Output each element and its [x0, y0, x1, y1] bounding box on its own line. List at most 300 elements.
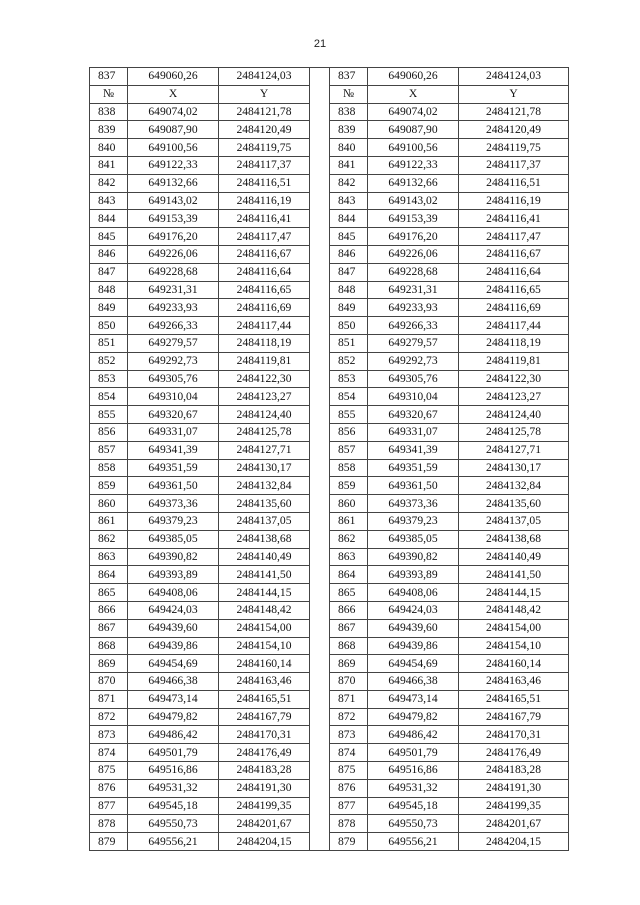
right-y-cell: 2484191,30 [459, 779, 569, 797]
left-x-cell: 649361,50 [128, 477, 219, 495]
column-gap [310, 68, 330, 86]
table-row [90, 495, 569, 513]
left-y-cell: 2484191,30 [219, 779, 310, 797]
column-gap [310, 263, 330, 281]
right-y-cell: 2484141,50 [459, 566, 569, 584]
left-y-cell: 2484117,47 [219, 228, 310, 246]
left-x-cell: 649516,86 [128, 762, 219, 780]
left-y-cell: 2484124,03 [219, 68, 310, 86]
table-row [90, 281, 569, 299]
left-y-cell: 2484199,35 [219, 797, 310, 815]
right-x-cell: 649122,33 [368, 156, 459, 174]
right-header-number: № [330, 85, 368, 103]
left-number-cell: 852 [90, 352, 128, 370]
right-x-cell: 649341,39 [368, 441, 459, 459]
right-x-cell: 649132,66 [368, 174, 459, 192]
right-number-cell: 861 [330, 512, 368, 530]
column-gap [310, 334, 330, 352]
right-number-cell: 851 [330, 334, 368, 352]
right-number-cell: 870 [330, 673, 368, 691]
column-gap [310, 103, 330, 121]
right-x-cell: 649531,32 [368, 779, 459, 797]
right-y-cell: 2484154,10 [459, 637, 569, 655]
right-y-cell: 2484116,41 [459, 210, 569, 228]
table-row [90, 512, 569, 530]
left-x-cell: 649408,06 [128, 584, 219, 602]
left-y-cell: 2484154,10 [219, 637, 310, 655]
column-gap [310, 584, 330, 602]
column-gap [310, 708, 330, 726]
column-gap [310, 174, 330, 192]
table-row [90, 174, 569, 192]
left-number-cell: 861 [90, 512, 128, 530]
right-header-y: Y [459, 85, 569, 103]
left-y-cell: 2484116,19 [219, 192, 310, 210]
column-gap [310, 139, 330, 157]
left-x-cell: 649087,90 [128, 121, 219, 139]
left-y-cell: 2484116,51 [219, 174, 310, 192]
left-number-cell: 851 [90, 334, 128, 352]
left-number-cell: 858 [90, 459, 128, 477]
right-x-cell: 649305,76 [368, 370, 459, 388]
left-x-cell: 649305,76 [128, 370, 219, 388]
column-gap [310, 85, 330, 103]
table-row [90, 245, 569, 263]
left-x-cell: 649479,82 [128, 708, 219, 726]
column-gap [310, 726, 330, 744]
left-number-cell: 870 [90, 673, 128, 691]
column-gap [310, 388, 330, 406]
right-y-cell: 2484116,65 [459, 281, 569, 299]
right-x-cell: 649361,50 [368, 477, 459, 495]
column-gap [310, 779, 330, 797]
right-x-cell: 649439,60 [368, 619, 459, 637]
right-x-cell: 649279,57 [368, 334, 459, 352]
right-y-cell: 2484116,64 [459, 263, 569, 281]
right-number-cell: 853 [330, 370, 368, 388]
left-x-cell: 649385,05 [128, 530, 219, 548]
right-y-cell: 2484127,71 [459, 441, 569, 459]
table-row [90, 673, 569, 691]
left-y-cell: 2484123,27 [219, 388, 310, 406]
table-row [90, 637, 569, 655]
left-x-cell: 649132,66 [128, 174, 219, 192]
right-x-cell: 649228,68 [368, 263, 459, 281]
left-y-cell: 2484124,40 [219, 406, 310, 424]
right-number-cell: 848 [330, 281, 368, 299]
left-y-cell: 2484117,44 [219, 317, 310, 335]
left-y-cell: 2484125,78 [219, 423, 310, 441]
left-x-cell: 649501,79 [128, 744, 219, 762]
right-number-cell: 868 [330, 637, 368, 655]
left-y-cell: 2484116,67 [219, 245, 310, 263]
right-y-cell: 2484165,51 [459, 690, 569, 708]
left-x-cell: 649531,32 [128, 779, 219, 797]
left-x-cell: 649292,73 [128, 352, 219, 370]
right-y-cell: 2484176,49 [459, 744, 569, 762]
right-number-cell: 859 [330, 477, 368, 495]
right-x-cell: 649320,67 [368, 406, 459, 424]
right-x-cell: 649439,86 [368, 637, 459, 655]
right-x-cell: 649501,79 [368, 744, 459, 762]
right-number-cell: 876 [330, 779, 368, 797]
left-x-cell: 649100,56 [128, 139, 219, 157]
column-gap [310, 690, 330, 708]
right-number-cell: 866 [330, 601, 368, 619]
left-x-cell: 649466,38 [128, 673, 219, 691]
right-y-cell: 2484154,00 [459, 619, 569, 637]
right-y-cell: 2484116,51 [459, 174, 569, 192]
left-header-y: Y [219, 85, 310, 103]
right-number-cell: 858 [330, 459, 368, 477]
left-x-cell: 649231,31 [128, 281, 219, 299]
table-row [90, 317, 569, 335]
right-number-cell: 839 [330, 121, 368, 139]
right-y-cell: 2484123,27 [459, 388, 569, 406]
table-row [90, 459, 569, 477]
left-header-number: № [90, 85, 128, 103]
right-number-cell: 837 [330, 68, 368, 86]
left-x-cell: 649226,06 [128, 245, 219, 263]
right-y-cell: 2484117,44 [459, 317, 569, 335]
left-number-cell: 868 [90, 637, 128, 655]
column-gap [310, 192, 330, 210]
left-y-cell: 2484116,65 [219, 281, 310, 299]
column-gap [310, 815, 330, 833]
left-x-cell: 649228,68 [128, 263, 219, 281]
left-y-cell: 2484148,42 [219, 601, 310, 619]
left-y-cell: 2484170,31 [219, 726, 310, 744]
right-y-cell: 2484170,31 [459, 726, 569, 744]
column-gap [310, 512, 330, 530]
left-y-cell: 2484127,71 [219, 441, 310, 459]
right-number-cell: 841 [330, 156, 368, 174]
right-y-cell: 2484117,47 [459, 228, 569, 246]
table-row [90, 584, 569, 602]
right-y-cell: 2484116,69 [459, 299, 569, 317]
table-row [90, 441, 569, 459]
right-x-cell: 649060,26 [368, 68, 459, 86]
left-number-cell: 862 [90, 530, 128, 548]
right-number-cell: 855 [330, 406, 368, 424]
left-y-cell: 2484163,46 [219, 673, 310, 691]
left-number-cell: 854 [90, 388, 128, 406]
right-y-cell: 2484124,40 [459, 406, 569, 424]
column-gap [310, 299, 330, 317]
left-y-cell: 2484116,64 [219, 263, 310, 281]
right-number-cell: 840 [330, 139, 368, 157]
right-y-cell: 2484125,78 [459, 423, 569, 441]
table-header-row [90, 85, 569, 103]
column-gap [310, 228, 330, 246]
right-number-cell: 846 [330, 245, 368, 263]
right-number-cell: 862 [330, 530, 368, 548]
right-x-cell: 649226,06 [368, 245, 459, 263]
column-gap [310, 495, 330, 513]
left-y-cell: 2484140,49 [219, 548, 310, 566]
left-y-cell: 2484176,49 [219, 744, 310, 762]
column-gap [310, 673, 330, 691]
column-gap [310, 744, 330, 762]
right-number-cell: 865 [330, 584, 368, 602]
left-number-cell: 838 [90, 103, 128, 121]
left-number-cell: 846 [90, 245, 128, 263]
table-row [90, 655, 569, 673]
right-y-cell: 2484144,15 [459, 584, 569, 602]
column-gap [310, 762, 330, 780]
right-y-cell: 2484116,19 [459, 192, 569, 210]
right-y-cell: 2484135,60 [459, 495, 569, 513]
left-x-cell: 649176,20 [128, 228, 219, 246]
column-gap [310, 370, 330, 388]
column-gap [310, 566, 330, 584]
table-row [90, 726, 569, 744]
table-row [90, 797, 569, 815]
right-number-cell: 875 [330, 762, 368, 780]
table-row [90, 210, 569, 228]
right-number-cell: 854 [330, 388, 368, 406]
table-row [90, 103, 569, 121]
left-x-cell: 649331,07 [128, 423, 219, 441]
coordinates-table [89, 67, 569, 851]
right-number-cell: 867 [330, 619, 368, 637]
right-x-cell: 649233,93 [368, 299, 459, 317]
right-x-cell: 649545,18 [368, 797, 459, 815]
table-row [90, 370, 569, 388]
table-row [90, 744, 569, 762]
left-y-cell: 2484154,00 [219, 619, 310, 637]
left-number-cell: 856 [90, 423, 128, 441]
column-gap [310, 406, 330, 424]
right-number-cell: 869 [330, 655, 368, 673]
right-number-cell: 873 [330, 726, 368, 744]
left-y-cell: 2484204,15 [219, 833, 310, 851]
right-x-cell: 649390,82 [368, 548, 459, 566]
left-x-cell: 649074,02 [128, 103, 219, 121]
left-number-cell: 879 [90, 833, 128, 851]
column-gap [310, 797, 330, 815]
right-y-cell: 2484140,49 [459, 548, 569, 566]
right-x-cell: 649473,14 [368, 690, 459, 708]
right-number-cell: 847 [330, 263, 368, 281]
column-gap [310, 548, 330, 566]
left-x-cell: 649424,03 [128, 601, 219, 619]
table-row [90, 263, 569, 281]
left-y-cell: 2484141,50 [219, 566, 310, 584]
right-y-cell: 2484204,15 [459, 833, 569, 851]
column-gap [310, 245, 330, 263]
left-x-cell: 649351,59 [128, 459, 219, 477]
table-row [90, 690, 569, 708]
left-number-cell: 860 [90, 495, 128, 513]
left-y-cell: 2484119,75 [219, 139, 310, 157]
table-row [90, 548, 569, 566]
left-y-cell: 2484167,79 [219, 708, 310, 726]
column-gap [310, 655, 330, 673]
left-y-cell: 2484144,15 [219, 584, 310, 602]
right-number-cell: 871 [330, 690, 368, 708]
right-x-cell: 649310,04 [368, 388, 459, 406]
left-number-cell: 864 [90, 566, 128, 584]
right-number-cell: 872 [330, 708, 368, 726]
left-y-cell: 2484116,41 [219, 210, 310, 228]
right-number-cell: 838 [330, 103, 368, 121]
column-gap [310, 477, 330, 495]
left-y-cell: 2484183,28 [219, 762, 310, 780]
left-x-cell: 649341,39 [128, 441, 219, 459]
right-y-cell: 2484183,28 [459, 762, 569, 780]
table-row [90, 423, 569, 441]
left-number-cell: 873 [90, 726, 128, 744]
right-y-cell: 2484122,30 [459, 370, 569, 388]
table-row [90, 192, 569, 210]
left-x-cell: 649390,82 [128, 548, 219, 566]
left-number-cell: 843 [90, 192, 128, 210]
right-x-cell: 649486,42 [368, 726, 459, 744]
right-number-cell: 877 [330, 797, 368, 815]
left-number-cell: 845 [90, 228, 128, 246]
table-row [90, 388, 569, 406]
right-x-cell: 649100,56 [368, 139, 459, 157]
table-row [90, 334, 569, 352]
column-gap [310, 619, 330, 637]
right-x-cell: 649393,89 [368, 566, 459, 584]
left-x-cell: 649266,33 [128, 317, 219, 335]
left-x-cell: 649373,36 [128, 495, 219, 513]
left-x-cell: 649310,04 [128, 388, 219, 406]
right-y-cell: 2484119,75 [459, 139, 569, 157]
right-number-cell: 878 [330, 815, 368, 833]
left-number-cell: 840 [90, 139, 128, 157]
right-y-cell: 2484201,67 [459, 815, 569, 833]
right-y-cell: 2484148,42 [459, 601, 569, 619]
left-number-cell: 853 [90, 370, 128, 388]
left-x-cell: 649454,69 [128, 655, 219, 673]
right-x-cell: 649408,06 [368, 584, 459, 602]
right-number-cell: 849 [330, 299, 368, 317]
left-y-cell: 2484121,78 [219, 103, 310, 121]
right-x-cell: 649266,33 [368, 317, 459, 335]
left-number-cell: 844 [90, 210, 128, 228]
right-y-cell: 2484132,84 [459, 477, 569, 495]
left-number-cell: 847 [90, 263, 128, 281]
right-number-cell: 843 [330, 192, 368, 210]
left-number-cell: 863 [90, 548, 128, 566]
right-header-x: X [368, 85, 459, 103]
right-y-cell: 2484116,67 [459, 245, 569, 263]
right-x-cell: 649556,21 [368, 833, 459, 851]
right-y-cell: 2484120,49 [459, 121, 569, 139]
left-number-cell: 842 [90, 174, 128, 192]
left-x-cell: 649556,21 [128, 833, 219, 851]
table-row [90, 619, 569, 637]
left-x-cell: 649060,26 [128, 68, 219, 86]
left-number-cell: 876 [90, 779, 128, 797]
left-number-cell: 848 [90, 281, 128, 299]
right-x-cell: 649373,36 [368, 495, 459, 513]
right-x-cell: 649153,39 [368, 210, 459, 228]
left-y-cell: 2484132,84 [219, 477, 310, 495]
right-y-cell: 2484124,03 [459, 68, 569, 86]
column-gap [310, 601, 330, 619]
left-y-cell: 2484130,17 [219, 459, 310, 477]
left-number-cell: 866 [90, 601, 128, 619]
right-y-cell: 2484130,17 [459, 459, 569, 477]
table-row [90, 708, 569, 726]
left-number-cell: 865 [90, 584, 128, 602]
table-row [90, 477, 569, 495]
left-number-cell: 849 [90, 299, 128, 317]
right-x-cell: 649292,73 [368, 352, 459, 370]
right-number-cell: 852 [330, 352, 368, 370]
coordinates-table-body [90, 68, 569, 851]
left-x-cell: 649545,18 [128, 797, 219, 815]
table-row [90, 833, 569, 851]
left-y-cell: 2484116,69 [219, 299, 310, 317]
right-x-cell: 649331,07 [368, 423, 459, 441]
left-x-cell: 649143,02 [128, 192, 219, 210]
right-y-cell: 2484118,19 [459, 334, 569, 352]
right-x-cell: 649379,23 [368, 512, 459, 530]
left-number-cell: 855 [90, 406, 128, 424]
left-y-cell: 2484135,60 [219, 495, 310, 513]
column-gap [310, 441, 330, 459]
right-number-cell: 874 [330, 744, 368, 762]
table-row [90, 815, 569, 833]
left-x-cell: 649233,93 [128, 299, 219, 317]
table-row [90, 406, 569, 424]
table-row [90, 352, 569, 370]
right-x-cell: 649385,05 [368, 530, 459, 548]
column-gap [310, 210, 330, 228]
left-y-cell: 2484118,19 [219, 334, 310, 352]
left-x-cell: 649473,14 [128, 690, 219, 708]
column-gap [310, 317, 330, 335]
left-x-cell: 649153,39 [128, 210, 219, 228]
right-number-cell: 863 [330, 548, 368, 566]
table-row [90, 566, 569, 584]
right-number-cell: 857 [330, 441, 368, 459]
left-x-cell: 649320,67 [128, 406, 219, 424]
left-y-cell: 2484117,37 [219, 156, 310, 174]
left-number-cell: 871 [90, 690, 128, 708]
left-number-cell: 839 [90, 121, 128, 139]
right-number-cell: 860 [330, 495, 368, 513]
right-x-cell: 649424,03 [368, 601, 459, 619]
right-y-cell: 2484121,78 [459, 103, 569, 121]
left-number-cell: 869 [90, 655, 128, 673]
table-row [90, 530, 569, 548]
left-number-cell: 850 [90, 317, 128, 335]
column-gap [310, 530, 330, 548]
left-number-cell: 875 [90, 762, 128, 780]
left-y-cell: 2484138,68 [219, 530, 310, 548]
left-x-cell: 649486,42 [128, 726, 219, 744]
left-number-cell: 878 [90, 815, 128, 833]
left-y-cell: 2484137,05 [219, 512, 310, 530]
right-x-cell: 649454,69 [368, 655, 459, 673]
table-row [90, 228, 569, 246]
left-y-cell: 2484122,30 [219, 370, 310, 388]
table-top-row [90, 68, 569, 86]
left-number-cell: 859 [90, 477, 128, 495]
table-row [90, 139, 569, 157]
left-number-cell: 877 [90, 797, 128, 815]
right-x-cell: 649516,86 [368, 762, 459, 780]
right-number-cell: 845 [330, 228, 368, 246]
left-x-cell: 649379,23 [128, 512, 219, 530]
table-row [90, 156, 569, 174]
